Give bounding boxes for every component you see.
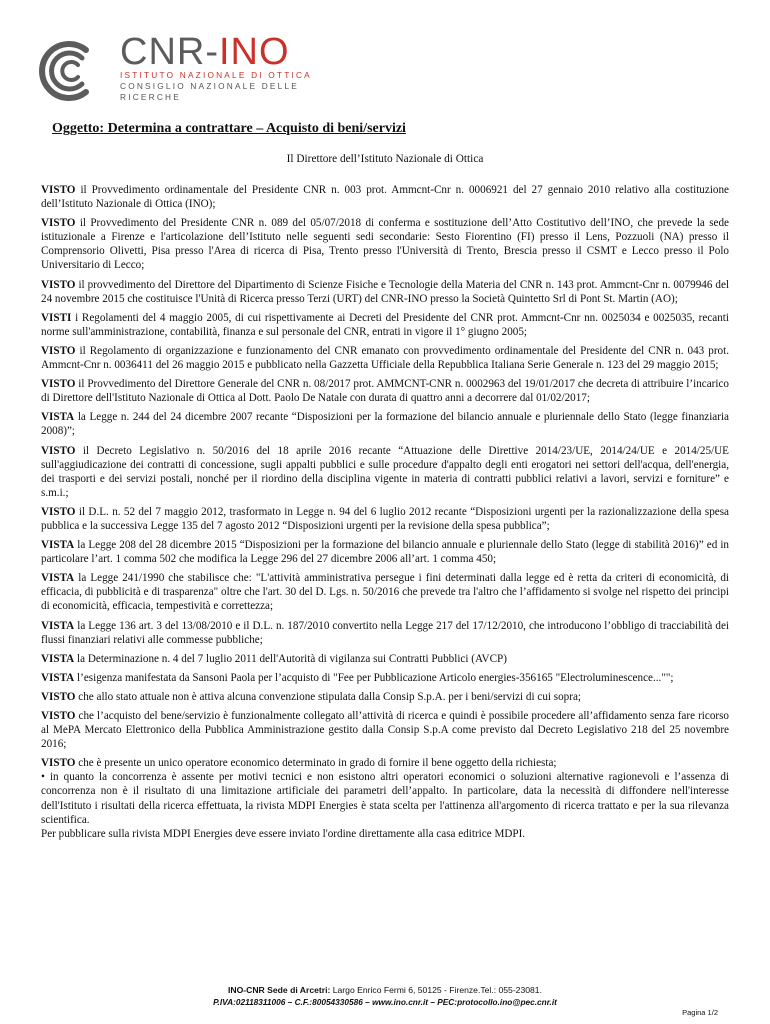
final-bullet: • in quanto la concorrenza è assente per motivi tecnici e non esistono altri operatori economici o soluzioni alternative ragionevoli e l’assenza di concorrenza non è il risultato di una limitazione artificiale dei parametri dell’appalto. In particolare, data la necessità di diffondere nell'interesse dell'Istituto i risultati della ricerca effettuata, la rivista MDPI Energies è stata scelta per l'attinenza all'argomento di ricerca trattato e per la sua rilevanza scientifica. (41, 771, 729, 826)
paragraph-6: VISTO il Provvedimento del Direttore Generale del CNR n. 08/2017 prot. AMMCNT-CNR n. 0002963 del 19/01/2017 che decreta di attribuire l’incarico di Direttore dell'Istituto Nazionale di Ottica al Dott. Paolo De Natale con durata di quattro anni a decorrere dal 01/02/2017; (41, 378, 729, 405)
document-subject: Oggetto: Determina a contrattare – Acquisto di beni/servizi (52, 121, 406, 136)
paragraph-12: VISTA la Legge 136 art. 3 del 13/08/2010 e il D.L. n. 187/2010 convertito nella Legge 217 del 17/12/2010, che introducono l’obbligo di tracciabilità dei flussi finanziari relativi alle commesse pubbliche; (41, 619, 729, 646)
logo-subtitle-council: CONSIGLIO NAZIONALE DELLE RICERCHE (120, 81, 300, 102)
footer-address: INO-CNR Sede di Arcetri: Largo Enrico Fermi 6, 50125 - Firenze.Tel.: 055-23081. (228, 985, 542, 995)
logo-name: CNR-INO (120, 31, 290, 73)
paragraph-16: VISTO che l’acquisto del bene/servizio è funzionalmente collegato all’attività di ricerca e quindi è possibile procedere all’affidamento senza fare ricorso al MePA Mercato Elettronico della Pubblica Amministrazione gestito dalla Consip S.p.A come previsto dal Decreto Legislativo 218 del 25 novembre 2016; (41, 710, 729, 751)
paragraph-15: VISTO che allo stato attuale non è attiva alcuna convenzione stipulata dalla Consip S.p.A. per i beni/servizi di cui sopra; (41, 690, 581, 703)
paragraph-3: VISTO il provvedimento del Direttore del Dipartimento di Scienze Fisiche e Tecnologie della Materia del CNR n. 143 prot. Ammcnt-Cnr n. 0079946 del 24 novembre 2015 che costituisce l'Unità di Ricerca presso Terzi (URT) del CNR-INO presso la Società Quintetto Srl di Pont St. Martin (AO); (41, 278, 729, 305)
paragraph-11: VISTA la Legge 241/1990 che stabilisce che: "L'attività amministrativa persegue i fini determinati dalla legge ed è retta da criteri di economicità, di efficacia, di pubblicità e di trasparenza" oltre che l'art. 30 del D. Lgs. n. 50/2016 che prevede tra l'altro che l’affidamento si svolge nel rispetto dei principi di economicità, efficacia, tempestività e correttezza; (41, 572, 729, 613)
paragraph-8: VISTO il Decreto Legislativo n. 50/2016 del 18 aprile 2016 recante “Attuazione delle Direttive 2014/23/UE, 2014/24/UE e 2014/25/UE sull'aggiudicazione dei contratti di concessione, sugli appalti pubblici e sulle procedure d'appalto degli enti erogatori nei settori dell'acqua, dell'energia, dei trasporti e dei servizi postali, nonché per il riordino della disciplina vigente in materia di contratti pubblici relativi a lavori, servizi e forniture” e s.m.i.; (41, 444, 729, 499)
paragraph-10: VISTA la Legge 208 del 28 dicembre 2015 “Disposizioni per la formazione del bilancio annuale e pluriennale dello Stato (legge di stabilità 2016)” ed in particolare l’art. 1 comma 502 che modifica la Legge 296 del 27 dicembre 2006 all’art. 1 comma 450; (41, 539, 729, 566)
paragraph-2: VISTO il Provvedimento del Presidente CNR n. 089 del 05/07/2018 di conferma e sostituzione dell’Atto Costitutivo dell’INO, che prevede la sede istituzionale a Firenze e l'articolazione dell’Istituto nelle seguenti sedi secondarie: Sesto Fiorentino (FI) presso il Lens, Pozzuoli (NA) presso il Comprensorio Olivetti, Pisa presso l'Area di ricerca di Pisa, Trento presso l'Università di Trento, Brescia presso il CSMT e Lecco presso il Polo Universitario di Lecco; (41, 217, 729, 272)
logo-subtitle-institute: ISTITUTO NAZIONALE DI OTTICA (120, 70, 312, 80)
page-footer (0, 985, 770, 1007)
paragraph-13: VISTA la Determinazione n. 4 del 7 luglio 2011 dell'Autorità di vigilanza sui Contratti Pubblici (AVCP) (41, 652, 507, 665)
paragraph-4: VISTI i Regolamenti del 4 maggio 2005, di cui rispettivamente ai Decreti del Presidente del CNR prot. Ammcnt-Cnr nn. 0025034 e 0025035, recanti norme sull'amministrazione, contabilità, finanza e sul personale del CNR, entrati in vigore il 1° giugno 2005; (41, 311, 729, 338)
page-number: Pagina 1/2 (682, 1008, 718, 1017)
paragraph-9: VISTO il D.L. n. 52 del 7 maggio 2012, trasformato in Legge n. 94 del 6 luglio 2012 recante “Disposizioni urgenti per la razionalizzazione della spesa pubblica e la successiva Legge 135 del 7 agosto 2012 “Disposizioni urgenti per la revisione della spesa pubblica”; (41, 505, 729, 532)
final-visto: VISTO che è presente un unico operatore economico determinato in grado di fornire il bene oggetto della richiesta; (41, 757, 557, 770)
paragraph-5: VISTO il Regolamento di organizzazione e funzionamento del CNR emanato con provvedimento ordinamentale del Presidente del CNR n. 043 prot. Ammcnt-Cnr n. 0036411 del 26 maggio 2015 e pubblicato nella Gazzetta Ufficiale della Repubblica Italiana Serie Generale n. 123 del 29 maggio 2015; (41, 344, 729, 372)
final-note: Per pubblicare sulla rivista MDPI Energies deve essere inviato l'ordine direttamente alla casa editrice MDPI. (41, 827, 526, 840)
document-body (41, 183, 729, 846)
paragraph-1: VISTO il Provvedimento ordinamentale del Presidente CNR n. 003 prot. Ammcnt-Cnr n. 0006921 del 27 gennaio 2010 relativo alla costituzione dell’Istituto Nazionale di Ottica (INO); (41, 184, 729, 211)
footer-ids: P.IVA:02118311006 – C.F.:80054330586 – www.ino.cnr.it – PEC:protocollo.ino@pec.cnr.it (213, 997, 557, 1007)
paragraph-14: VISTA l’esigenza manifestata da Sansoni Paola per l’acquisto di "Fee per Pubblicazione Articolo energies-356165 "Electroluminescence...""; (41, 671, 674, 684)
cnr-logo-icon (38, 36, 108, 106)
institute-logo (38, 31, 318, 104)
paragraph-final (41, 756, 729, 841)
director-line: Il Direttore dell’Istituto Nazionale di Ottica (286, 153, 484, 165)
paragraph-7: VISTA la Legge n. 244 del 24 dicembre 2007 recante “Disposizioni per la formazione del bilancio annuale e pluriennale dello Stato (legge finanziaria 2008)”; (41, 411, 729, 438)
